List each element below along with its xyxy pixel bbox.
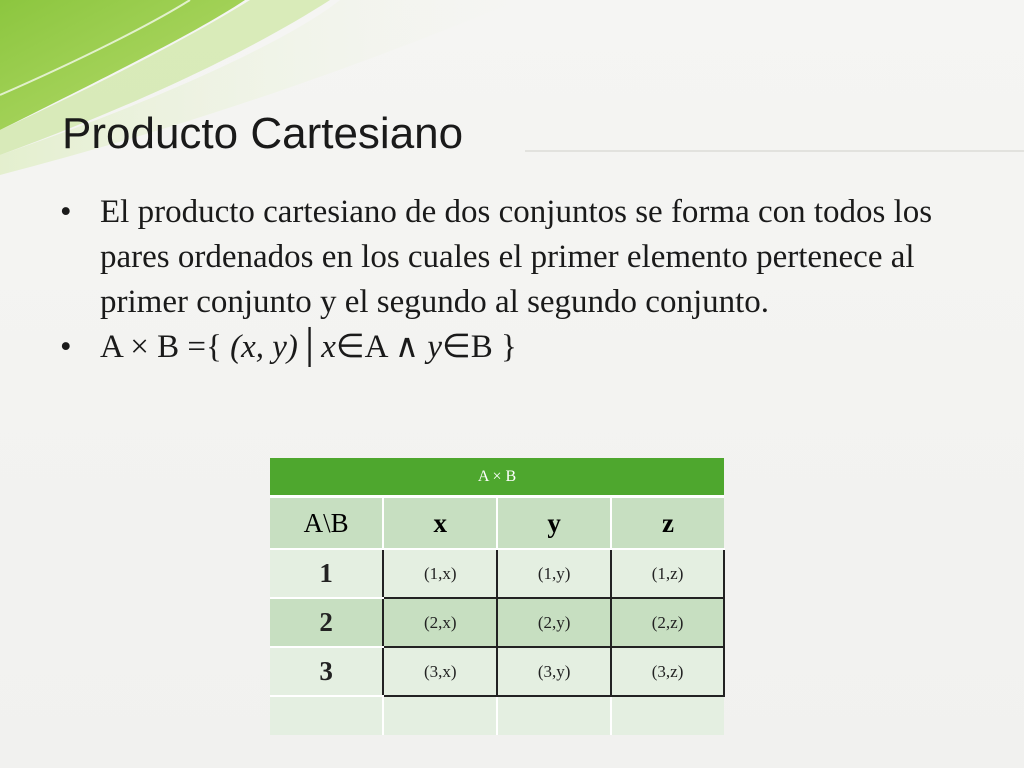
column-header: x [383,497,497,550]
slide-title: Producto Cartesiano [62,109,464,158]
column-header: z [611,497,724,550]
empty-cell [383,696,497,735]
table-row [270,598,724,647]
row-header: 2 [270,598,383,647]
definition-text: El producto cartesiano de dos conjuntos se forma con todos los pares ordenados en los cuales el primer elemento pertenece al primer conjunto y el segundo al segundo conjunto. [100,194,933,320]
empty-cell [270,696,383,735]
table-cell: (2,y) [497,598,611,647]
table-cell: (3,z) [611,647,724,696]
empty-cell [497,696,611,735]
table-row [270,549,724,598]
table-cell: (3,y) [497,647,611,696]
table-cell: (1,z) [611,549,724,598]
bullet-marker: • [60,194,72,230]
bullet-marker: • [60,329,72,365]
formula-in-b: ∈B } [442,329,517,365]
bullet-definition [60,190,980,325]
row-header: 3 [270,647,383,696]
table-cell: (2,z) [611,598,724,647]
empty-table-row [270,696,724,735]
cartesian-formula [100,329,517,365]
bullet-list [60,190,980,370]
formula-bar: │ [297,329,322,365]
green-swoosh-decoration [0,0,1024,200]
table-cell: (1,y) [497,549,611,598]
table-cell: (2,x) [383,598,497,647]
table-cell: (1,x) [383,549,497,598]
column-header-row [270,497,724,550]
title-divider [525,150,1024,152]
table-caption: A × B [270,458,724,497]
formula-pair: (x, y) [230,329,298,365]
formula-x: x [321,329,336,365]
formula-lhs: A × B ={ [100,329,231,365]
table-caption-row [270,458,724,497]
bullet-formula [60,325,980,370]
formula-in-a: ∈A ∧ [335,329,428,365]
corner-header: A\B [270,497,383,550]
table-cell: (3,x) [383,647,497,696]
column-header: y [497,497,611,550]
table-row [270,647,724,696]
empty-cell [611,696,724,735]
cartesian-product-table [270,458,725,735]
formula-y: y [427,329,442,365]
row-header: 1 [270,549,383,598]
